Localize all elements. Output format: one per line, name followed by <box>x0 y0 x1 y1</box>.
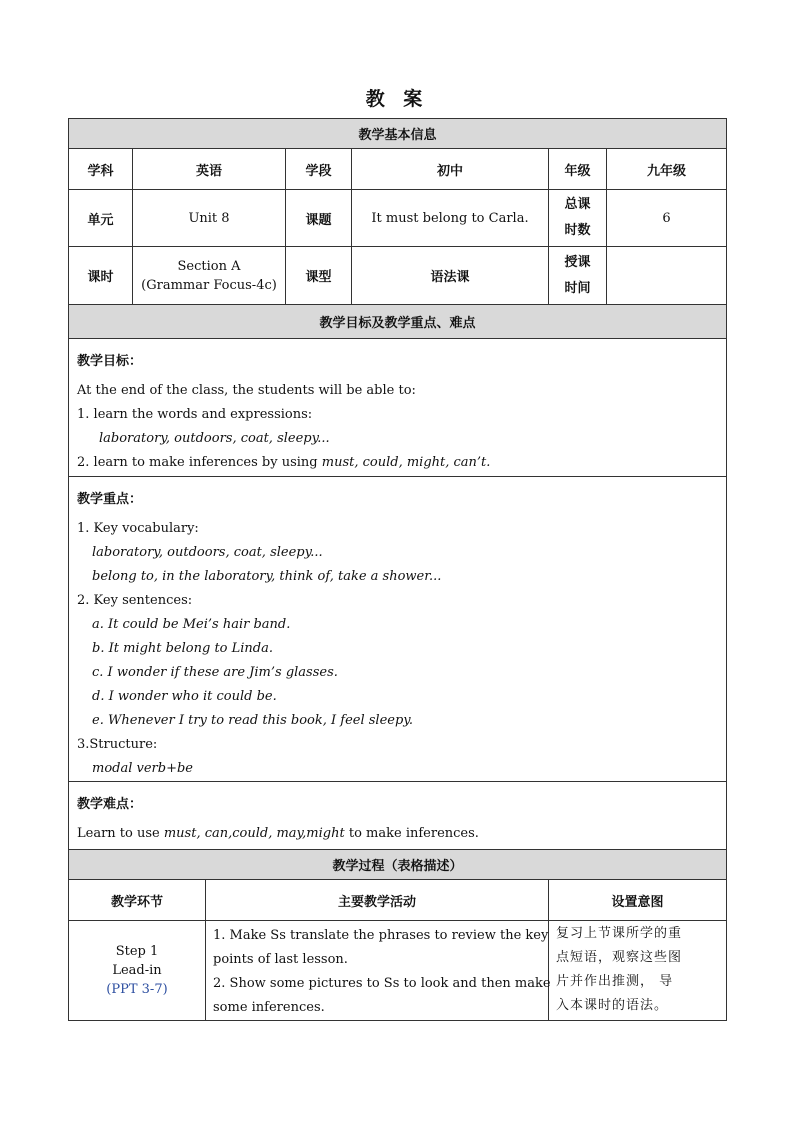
objective-item-2-words: must, could, might, can’t. <box>321 455 491 470</box>
subject-label: 学科 <box>69 149 133 190</box>
period-value-line1: Section A <box>177 258 241 274</box>
key-sentence: a. It could be Mei’s hair band. <box>92 617 291 632</box>
process-step-cell <box>69 921 206 1021</box>
key-sentences-label: 2. Key sentences: <box>77 593 193 608</box>
difficulties-words: must, can,could, may,might <box>163 826 345 841</box>
key-sentence: c. I wonder if these are Jim’s glasses. <box>92 665 338 680</box>
key-sentence: e. Whenever I try to read this book, I feel sleepy. <box>92 713 414 728</box>
objective-item-1: 1. learn the words and expressions: <box>77 407 313 422</box>
process-col-activity: 主要教学活动 <box>206 880 549 921</box>
difficulties-text <box>77 822 718 846</box>
stage-label: 学段 <box>286 149 352 190</box>
teaching-time-label <box>549 247 607 305</box>
structure-value: modal verb+be <box>92 761 193 776</box>
intent-line: 复习上节课所学的重 <box>556 926 683 941</box>
unit-label: 单元 <box>69 190 133 247</box>
difficulties-block <box>69 782 727 850</box>
process-col-intent: 设置意图 <box>549 880 727 921</box>
grade-value: 九年级 <box>607 149 727 190</box>
activity-line: some inferences. <box>213 1000 325 1015</box>
key-sentence: b. It might belong to Linda. <box>92 641 273 656</box>
step-stage: Lead-in <box>112 963 162 978</box>
process-activity-cell <box>206 921 549 1021</box>
key-vocabulary-words: laboratory, outdoors, coat, sleepy... <box>92 545 323 560</box>
total-hours-value: 6 <box>607 190 727 247</box>
process-col-step: 教学环节 <box>69 880 206 921</box>
basic-info-heading: 教学基本信息 <box>69 119 727 149</box>
difficulties-prefix: Learn to use <box>77 826 164 841</box>
teaching-time-label-line1: 授课 <box>564 254 591 270</box>
key-points-heading: 教学重点： <box>77 492 143 507</box>
key-vocabulary-label: 1. Key vocabulary: <box>77 521 199 536</box>
objective-item-2-prefix: 2. learn to make inferences by using <box>77 455 322 470</box>
period-value-line2: (Grammar Focus-4c) <box>141 277 277 293</box>
process-heading: 教学过程（表格描述） <box>69 850 727 880</box>
total-hours-label-line1: 总课 <box>564 197 591 212</box>
grade-label: 年级 <box>549 149 607 190</box>
lesson-plan-table <box>68 118 727 1021</box>
key-points-block <box>69 477 727 782</box>
difficulties-heading: 教学难点： <box>77 797 143 812</box>
intent-line: 入本课时的语法。 <box>556 998 669 1013</box>
unit-value: Unit 8 <box>133 190 286 247</box>
step-ppt: (PPT 3-7) <box>106 982 168 997</box>
topic-label: 课题 <box>286 190 352 247</box>
teaching-time-value <box>607 247 727 305</box>
activity-line: 1. Make Ss translate the phrases to review the key <box>213 928 549 943</box>
objectives-section-heading: 教学目标及教学重点、难点 <box>69 305 727 339</box>
topic-value: It must belong to Carla. <box>352 190 549 247</box>
period-value <box>133 247 286 305</box>
intent-line: 片并作出推测， 导 <box>556 974 674 989</box>
structure-label: 3.Structure: <box>77 737 158 752</box>
teaching-time-label-line2: 时间 <box>564 280 591 296</box>
process-intent-cell <box>549 921 727 1021</box>
difficulties-suffix: to make inferences. <box>344 826 479 841</box>
period-label: 课时 <box>69 247 133 305</box>
subject-value: 英语 <box>133 149 286 190</box>
intent-line: 点短语，观察这些图 <box>556 950 683 965</box>
objective-item-1-words: laboratory, outdoors, coat, sleepy... <box>99 431 330 446</box>
stage-value: 初中 <box>352 149 549 190</box>
objective-item-2 <box>77 451 718 475</box>
document-title: 教 案 <box>365 88 429 110</box>
lesson-type-label: 课型 <box>286 247 352 305</box>
key-sentence: d. I wonder who it could be. <box>92 689 277 704</box>
objectives-block <box>69 339 727 477</box>
lesson-type-value: 语法课 <box>352 247 549 305</box>
objectives-intro: At the end of the class, the students will be able to: <box>77 383 416 398</box>
activity-line: 2. Show some pictures to Ss to look and then make <box>213 976 551 991</box>
key-vocabulary-phrases: belong to, in the laboratory, think of, take a shower... <box>92 569 442 584</box>
total-hours-label <box>549 190 607 247</box>
total-hours-label-line2: 时数 <box>564 223 591 238</box>
objectives-heading: 教学目标： <box>77 354 143 369</box>
activity-line: points of last lesson. <box>213 952 348 967</box>
step-number: Step 1 <box>115 944 159 959</box>
